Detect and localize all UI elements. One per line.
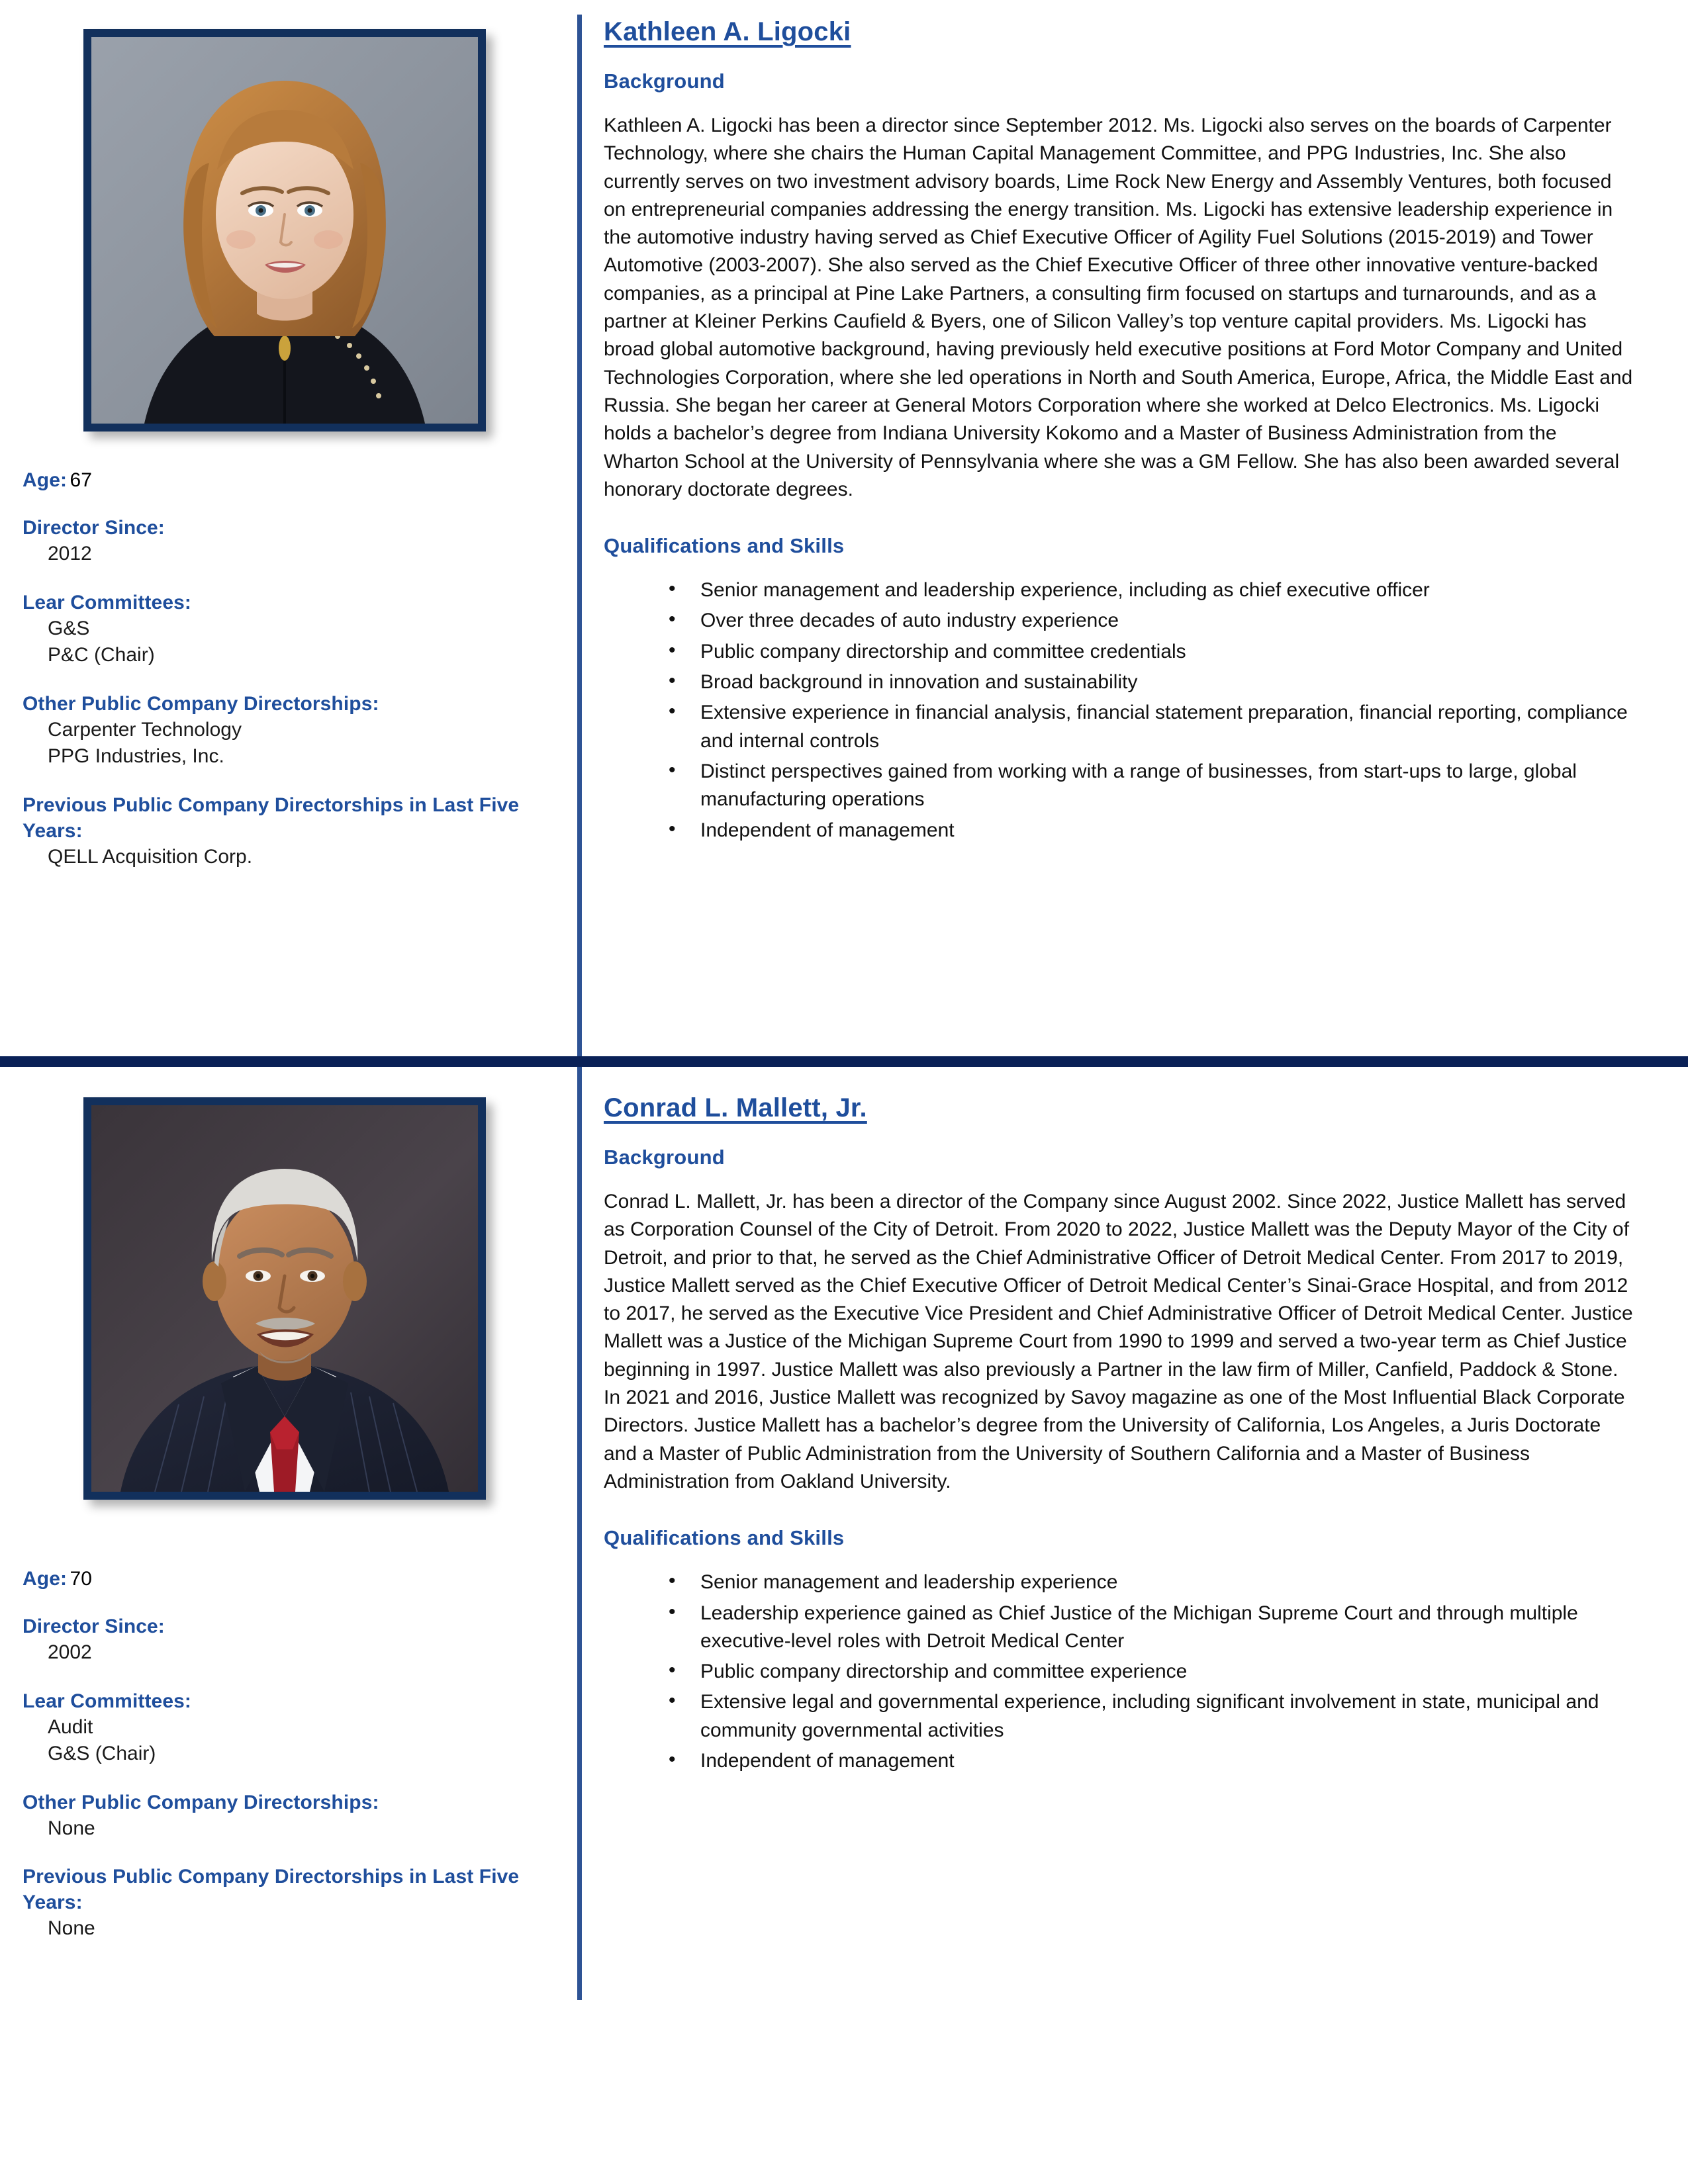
director-since-value: 2002 [48,1641,92,1663]
background-heading: Background [604,1146,725,1169]
age-value: 67 [70,469,92,491]
age-value: 70 [70,1568,92,1590]
director-name: Kathleen A. Ligocki [604,17,851,46]
lear-committees-label: Lear Committees: [23,1690,192,1712]
list-item: • Over three decades of auto industry experience [669,607,1634,635]
committee-item: P&C (Chair) [48,644,155,666]
list-item: • Extensive experience in financial analysis, financial statement preparation, financial reporting, compliance and internal controls [669,699,1634,755]
other-directorships-label: Other Public Company Directorships: [23,1791,379,1813]
lear-committees-label: Lear Committees: [23,591,192,614]
other-directorship-item: Carpenter Technology [48,718,242,741]
column-divider-rule-bottom [577,1067,582,2000]
director-2-facts [0,1566,569,1942]
age-field [23,1566,569,1592]
previous-directorships-label: Previous Public Company Directorships in Last Five Years: [23,794,520,842]
director-1-facts [0,467,569,870]
list-item: • Leadership experience gained as Chief Justice of the Michigan Supreme Court and through multiple executive-level roles with Detroit Medical Center [669,1600,1634,1656]
background-paragraph: Kathleen A. Ligocki has been a director since September 2012. Ms. Ligocki also serves on the boards of Carpenter Technology, where she chairs the Human Capital Management Committee, and PPG Industries, Inc. She also currently serves on two investment advisory boards, Lime Rock New Energy and Assembly Ventures, both focused on entrepreneurial companies addressing the energy transition. Ms. Ligocki has extensive leadership experience in the automotive industry having served as Chief Executive Officer of Agility Fuel Solutions (2015-2019) and Tower Automotive (2003-2007). She also served as the Chief Executive Officer of three other innovative venture-backed companies, as a principal at Pine Lake Partners, a consulting firm focused on startups and turnarounds, and as a partner at Kleiner Perkins Caufield & Byers, one of Silicon Valley’s top venture capital providers. Ms. Ligocki has broad global automotive background, having previously held executive positions at Ford Motor Company and United Technologies Corporation, where she led operations in North and South America, Europe, Africa, the Middle East and Russia. She began her career at General Motors Corporation where she worked at Delco Electronics. Ms. Ligocki holds a bachelor’s degree from Indiana University Kokomo and a Master of Business Administration from the Wharton School at the University of Pennsylvania where she was a GM Fellow. She has also been awarded several honorary doctorate degrees. [604,114,1633,500]
background-heading: Background [604,69,725,93]
director-1-left-column [0,0,569,870]
list-item: • Senior management and leadership experience, including as chief executive officer [669,576,1634,604]
director-2-photo-card [83,1097,486,1500]
director-since-field [23,515,569,568]
list-item: • Independent of management [669,817,1634,844]
list-item: • Extensive legal and governmental experience, including significant involvement in state, municipal and community governmental activities [669,1688,1634,1745]
previous-directorships-field [23,792,569,871]
qualifications-list [594,576,1634,844]
column-divider-rule-top [577,15,582,1063]
age-field [23,467,569,493]
director-1-photo-card [83,29,486,432]
qualifications-heading: Qualifications and Skills [604,534,845,558]
qualifications-list [594,1569,1634,1775]
director-since-label: Director Since: [23,517,165,539]
page-title [594,1093,1634,1123]
director-2-right-column [594,1085,1634,1778]
qualifications-heading: Qualifications and Skills [604,1526,845,1550]
lear-committees-field [23,590,569,669]
committee-item: G&S [48,617,90,639]
director-since-value: 2012 [48,543,92,565]
director-since-label: Director Since: [23,1615,165,1637]
photo-frame [83,1097,486,1500]
director-since-field [23,1614,569,1666]
list-item: • Independent of management [669,1747,1634,1775]
director-2-left-column [0,1085,569,1942]
lear-committees-field [23,1688,569,1768]
list-item: • Broad background in innovation and sustainability [669,668,1634,696]
director-name: Conrad L. Mallett, Jr. [604,1093,867,1122]
other-directorships-label: Other Public Company Directorships: [23,692,379,715]
photo-frame [83,29,486,432]
previous-directorship-item: None [48,1917,95,1939]
other-directorships-field [23,691,569,770]
committee-item: G&S (Chair) [48,1743,156,1764]
avatar [91,1105,478,1492]
list-item: • Senior management and leadership experience [669,1569,1634,1596]
director-1-right-column [594,0,1634,847]
avatar [91,37,478,424]
previous-directorships-label: Previous Public Company Directorships in Last Five Years: [23,1866,520,1913]
committee-item: Audit [48,1715,93,1738]
list-item: • Distinct perspectives gained from working with a range of businesses, from start-ups to large, global manufacturing operations [669,758,1634,814]
list-item: • Public company directorship and committee credentials [669,638,1634,666]
section-divider-bar [0,1056,1688,1067]
age-label: Age: [23,469,68,491]
other-directorship-item: None [48,1817,95,1839]
other-directorship-item: PPG Industries, Inc. [48,745,224,767]
age-label: Age: [23,1568,68,1590]
previous-directorships-field [23,1864,569,1942]
background-paragraph: Conrad L. Mallett, Jr. has been a director of the Company since August 2002. Since 2022, Justice Mallett has served as Corporation Counsel of the City of Detroit. From 2020 to 2022, Justice Mallett was the Deputy Mayor of the City of Detroit, and prior to that, he served as the Chief Administrative Officer of Detroit Medical Center. From 2017 to 2019, Justice Mallett served as the Chief Executive Officer of Detroit Medical Center’s Sinai-Grace Hospital, and from 2012 to 2017, he served as the Executive Vice President and Chief Administrative Officer of Detroit Medical Center. Justice Mallett was a Justice of the Michigan Supreme Court from 1990 to 1999 and served a two-year term as Chief Justice beginning in 1997. Justice Mallett was also previously a Partner in the law firm of Miller, Canfield, Paddock & Stone. In 2021 and 2016, Justice Mallett was recognized by Savoy magazine as one of the Most Influential Black Corporate Directors. Justice Mallett has a bachelor’s degree from the University of California, Los Angeles, a Juris Doctorate and a Master of Public Administration from the University of Southern California and a Master of Business Administration from Oakland University. [604,1191,1633,1492]
other-directorships-field [23,1790,569,1843]
list-item: • Public company directorship and committee experience [669,1658,1634,1686]
page-title [594,17,1634,47]
previous-directorship-item: QELL Acquisition Corp. [48,845,253,868]
